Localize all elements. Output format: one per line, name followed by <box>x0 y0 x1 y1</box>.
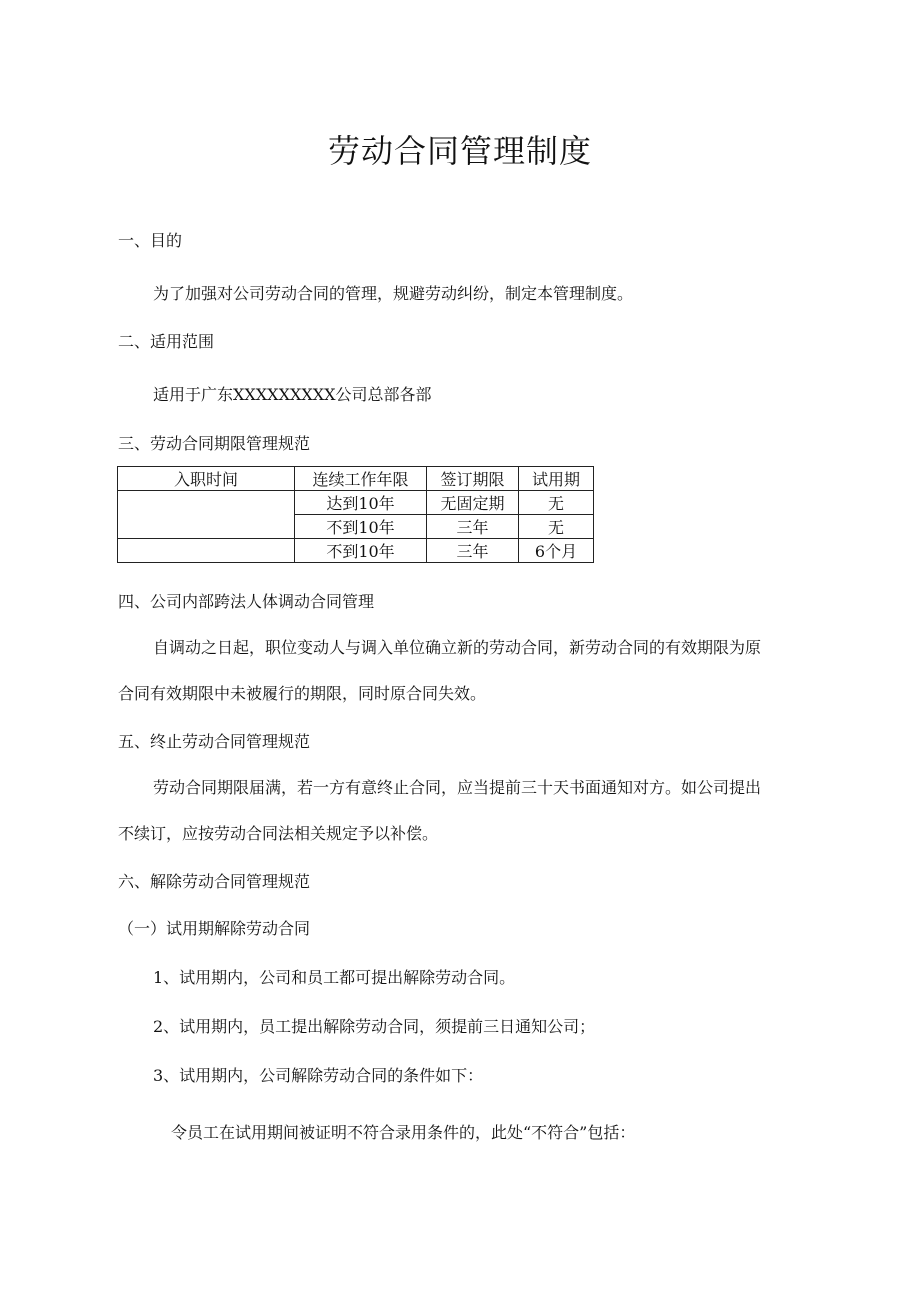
contract-term-table <box>117 466 594 563</box>
table-cell: 三年 <box>427 515 519 539</box>
section-6-item-1: 1、试用期内，公司和员工都可提出解除劳动合同。 <box>153 968 516 987</box>
section-4-heading: 四、公司内部跨法人体调动合同管理 <box>118 592 375 611</box>
table-row <box>118 491 594 515</box>
table-row <box>118 539 594 563</box>
section-1-heading: 一、目的 <box>118 231 183 250</box>
table-cell: 不到10年 <box>295 539 427 563</box>
section-6-item-3: 3、试用期内，公司解除劳动合同的条件如下： <box>153 1066 484 1085</box>
table-header-cell: 试用期 <box>519 467 594 491</box>
section-5-text-line-2: 不续订，应按劳动合同法相关规定予以补偿。 <box>118 824 439 843</box>
section-4-text-line-1: 自调动之日起，职位变动人与调入单位确立新的劳动合同，新劳动合同的有效期限为原 <box>153 638 762 657</box>
table-header-row <box>118 467 594 491</box>
table-cell: 6个月 <box>519 539 594 563</box>
section-5-heading: 五、终止劳动合同管理规范 <box>118 732 311 751</box>
section-3-heading: 三、劳动合同期限管理规范 <box>118 434 311 453</box>
section-5-text-line-1: 劳动合同期限届满，若一方有意终止合同，应当提前三十天书面通知对方。如公司提出 <box>153 778 762 797</box>
section-6-subheading: （一）试用期解除劳动合同 <box>118 919 311 938</box>
section-6-item-2: 2、试用期内，员工提出解除劳动合同，须提前三日通知公司； <box>153 1017 596 1036</box>
table-cell: 三年 <box>427 539 519 563</box>
table-header-cell: 连续工作年限 <box>295 467 427 491</box>
table-cell: 无 <box>519 515 594 539</box>
table-cell: 无 <box>519 491 594 515</box>
section-6-heading: 六、解除劳动合同管理规范 <box>118 872 311 891</box>
document-title: 劳动合同管理制度 <box>327 132 592 170</box>
table-cell: 达到10年 <box>295 491 427 515</box>
section-6-item-3-text: 令员工在试用期间被证明不符合录用条件的，此处“不符合”包括： <box>171 1123 636 1142</box>
section-2-text: 适用于广东XXXXXXXXX公司总部各部 <box>153 385 432 404</box>
table-cell: 无固定期 <box>427 491 519 515</box>
section-2-heading: 二、适用范围 <box>118 332 215 351</box>
table-header-cell: 签订期限 <box>427 467 519 491</box>
section-1-text: 为了加强对公司劳动合同的管理，规避劳动纠纷，制定本管理制度。 <box>153 284 634 303</box>
table-cell <box>118 539 295 563</box>
table-header-cell: 入职时间 <box>118 467 295 491</box>
table-cell: 不到10年 <box>295 515 427 539</box>
section-4-text-line-2: 合同有效期限中未被履行的期限，同时原合同失效。 <box>118 684 487 703</box>
table-cell <box>118 491 295 539</box>
